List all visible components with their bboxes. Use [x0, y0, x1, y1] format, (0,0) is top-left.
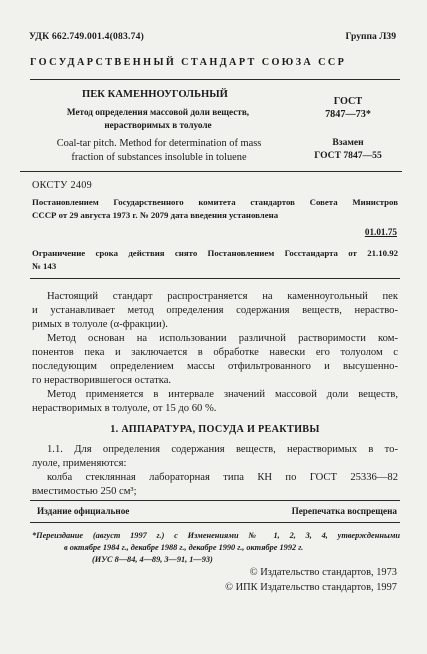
intro-line: Метод применяется в интервале значений массовой доли веществ, [47, 389, 398, 400]
section-line: луоле, применяются: [32, 458, 127, 469]
header-rule [30, 79, 400, 80]
reissue-line: (ИУС 8—84, 4—89, 3—91, 1—93) [92, 555, 213, 564]
official-edition: Издание официальное [37, 506, 130, 516]
intro-text [32, 290, 398, 416]
intro-rule [30, 278, 400, 279]
reissue-line: в октябре 1984 г., декабре 1988 г., декабре 1990 г., октябре 1992 г. [64, 543, 304, 552]
english-title-line: Coal-tar pitch. Method for determination of mass [56, 138, 262, 149]
limit-line: № 143 [32, 260, 57, 271]
gost-number: 7847—73* [325, 109, 371, 120]
english-title [25, 137, 293, 164]
section-line: колба стеклянная лабораторная типа КН по ГОСТ 25336—82 [47, 472, 398, 483]
group-code: Группа Л39 [345, 31, 396, 42]
section-heading: 1. АППАРАТУРА, ПОСУДА И РЕАКТИВЫ [110, 424, 320, 435]
effective-date: 01.01.75 [364, 227, 397, 237]
english-title-line: fraction of substances insoluble in toluene [71, 151, 247, 163]
intro-line: нерастворимых в толуоле, от 15 до 60 %. [32, 403, 217, 414]
okstu-code: ОКСТУ 2409 [32, 180, 93, 191]
reissue-line: *Переиздание (август 1997 г.) с Изменениями № 1, 2, 3, 4, утвержденными [32, 531, 400, 540]
copyright-block [225, 565, 397, 595]
banner: ГОСУДАРСТВЕННЫЙ СТАНДАРТ СОЮЗА ССР [30, 57, 347, 68]
limit-line: Ограничение срока действия снято Постановлением Госстандарта от 21.10.92 [32, 248, 398, 258]
decree [32, 196, 398, 221]
intro-line: Настоящий стандарт распространяется на каменноугольный пек [47, 291, 398, 302]
intro-line: последующим определением массы отфильтрованного и высушенно- [32, 361, 398, 372]
intro-line: римых в толуоле (α-фракции). [32, 319, 168, 330]
section-line: вместимостью 250 см³; [32, 486, 137, 497]
reissue-note [32, 530, 400, 566]
product-title: ПЕК КАМЕННОУГОЛЬНЫЙ [82, 89, 228, 100]
intro-line: понентов пека и заключается в обработке навески его толуолом с [32, 347, 398, 358]
section-text [32, 443, 398, 499]
gost-number-block [300, 95, 396, 121]
decree-line: Постановлением Государственного комитета стандартов Совета Министров [32, 197, 398, 207]
footer-rule-bottom [30, 522, 400, 523]
method-title-line: Метод определения массовой доли веществ, [66, 107, 250, 117]
copyright-line: © ИПК Издательство стандартов, 1997 [225, 582, 397, 593]
intro-line: и устанавливает метод определения содержания веществ, нераство- [32, 305, 398, 316]
reprint-notice: Перепечатка воспрещена [291, 506, 397, 516]
method-title-line: нерастворимых в толуоле [104, 119, 212, 130]
intro-line: го нерастворившегося остатка. [32, 375, 172, 386]
intro-line: Метод основан на использовании различной растворимости ком- [47, 333, 398, 344]
gost-label: ГОСТ [333, 96, 363, 107]
replaces-block [300, 136, 396, 162]
copyright-line: © Издательство стандартов, 1973 [249, 567, 397, 578]
title-rule [20, 171, 402, 172]
replaces-gost: ГОСТ 7847—55 [314, 150, 382, 161]
limit-notice [32, 247, 398, 272]
section-line: 1.1. Для определения содержания веществ, нерастворимых в то- [47, 444, 398, 455]
udk-code: УДК 662.749.001.4(083.74) [29, 31, 144, 42]
method-title [35, 106, 281, 131]
replaces-label: Взамен [332, 137, 364, 148]
footer-rule-top [30, 500, 400, 501]
decree-line: СССР от 29 августа 1973 г. № 2079 дата введения установлена [32, 209, 279, 220]
